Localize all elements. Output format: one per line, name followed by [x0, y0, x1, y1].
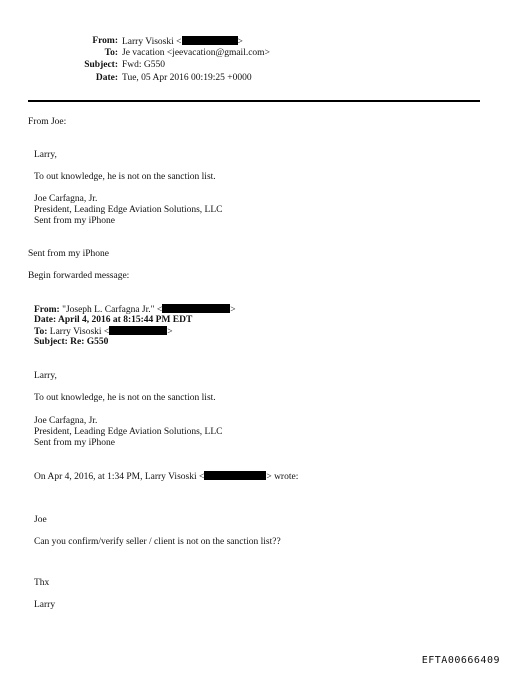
- fwd-date-label: Date:: [34, 315, 57, 325]
- message-1: To out knowledge, he is not on the sanction list.: [34, 172, 216, 182]
- fwd-subject-value: Re: G550: [70, 337, 109, 347]
- fwd-signature-sent: Sent from my iPhone: [34, 438, 116, 448]
- fwd-to-end: >: [167, 327, 173, 337]
- header-to-label: To:: [104, 48, 118, 58]
- fwd-from-end: >: [230, 305, 236, 315]
- fwd-from-label: From:: [34, 305, 60, 315]
- fwd-subject-label: Subject:: [34, 337, 68, 347]
- fwd-date-value: April 4, 2016 at 8:15:44 PM EDT: [58, 315, 193, 325]
- sent-from-line: Sent from my iPhone: [28, 249, 110, 259]
- fwd-date-row: [34, 315, 192, 326]
- quoted-wrote-prefix: On Apr 4, 2016, at 1:34 PM, Larry Visoski <: [34, 472, 205, 482]
- redaction-box: [204, 471, 266, 480]
- fwd-to-label: To:: [34, 327, 48, 337]
- header-from-end: >: [237, 37, 243, 47]
- greeting-1: Larry,: [34, 150, 57, 160]
- header-date-value: Tue, 05 Apr 2016 00:19:25 +0000: [122, 73, 252, 83]
- redaction-box: [182, 36, 238, 45]
- header-subject-label: Subject:: [84, 60, 118, 70]
- redaction-box: [109, 326, 167, 335]
- from-joe-line: From Joe:: [28, 117, 67, 127]
- document-id: EFTA00666409: [421, 655, 500, 666]
- quoted-question: Can you confirm/verify seller / client is not on the sanction list??: [34, 537, 281, 547]
- fwd-signature-title: President, Leading Edge Aviation Solutions, LLC: [34, 427, 223, 437]
- redaction-box: [162, 304, 230, 313]
- quoted-thanks: Thx: [34, 578, 50, 588]
- fwd-message: To out knowledge, he is not on the sanction list.: [34, 393, 216, 403]
- header-subject-value: Fwd: G550: [122, 60, 166, 70]
- fwd-to-value: Larry Visoski <: [49, 327, 110, 337]
- header-from-label: From:: [92, 36, 118, 46]
- signature-1-name: Joe Carfagna, Jr.: [34, 194, 98, 204]
- fwd-signature-name: Joe Carfagna, Jr.: [34, 416, 98, 426]
- begin-forwarded-line: Begin forwarded message:: [28, 271, 130, 281]
- fwd-subject-row: [34, 337, 108, 348]
- quoted-wrote-suffix: > wrote:: [266, 472, 299, 482]
- header-to-value: Je vacation <jeevacation@gmail.com>: [122, 48, 270, 58]
- signature-1-title: President, Leading Edge Aviation Solutions, LLC: [34, 205, 223, 215]
- quoted-signoff: Larry: [34, 600, 56, 610]
- quoted-salutation: Joe: [34, 515, 47, 525]
- header-divider: [28, 100, 480, 102]
- header-from-name: Larry Visoski <: [122, 37, 182, 47]
- fwd-greeting: Larry,: [34, 371, 57, 381]
- header-from-value: [122, 36, 243, 48]
- signature-1-sent: Sent from my iPhone: [34, 216, 116, 226]
- header-date-label: Date:: [95, 73, 118, 83]
- quoted-wrote-line: [34, 471, 298, 483]
- fwd-from-value: "Joseph L. Carfagna Jr." <: [62, 305, 163, 315]
